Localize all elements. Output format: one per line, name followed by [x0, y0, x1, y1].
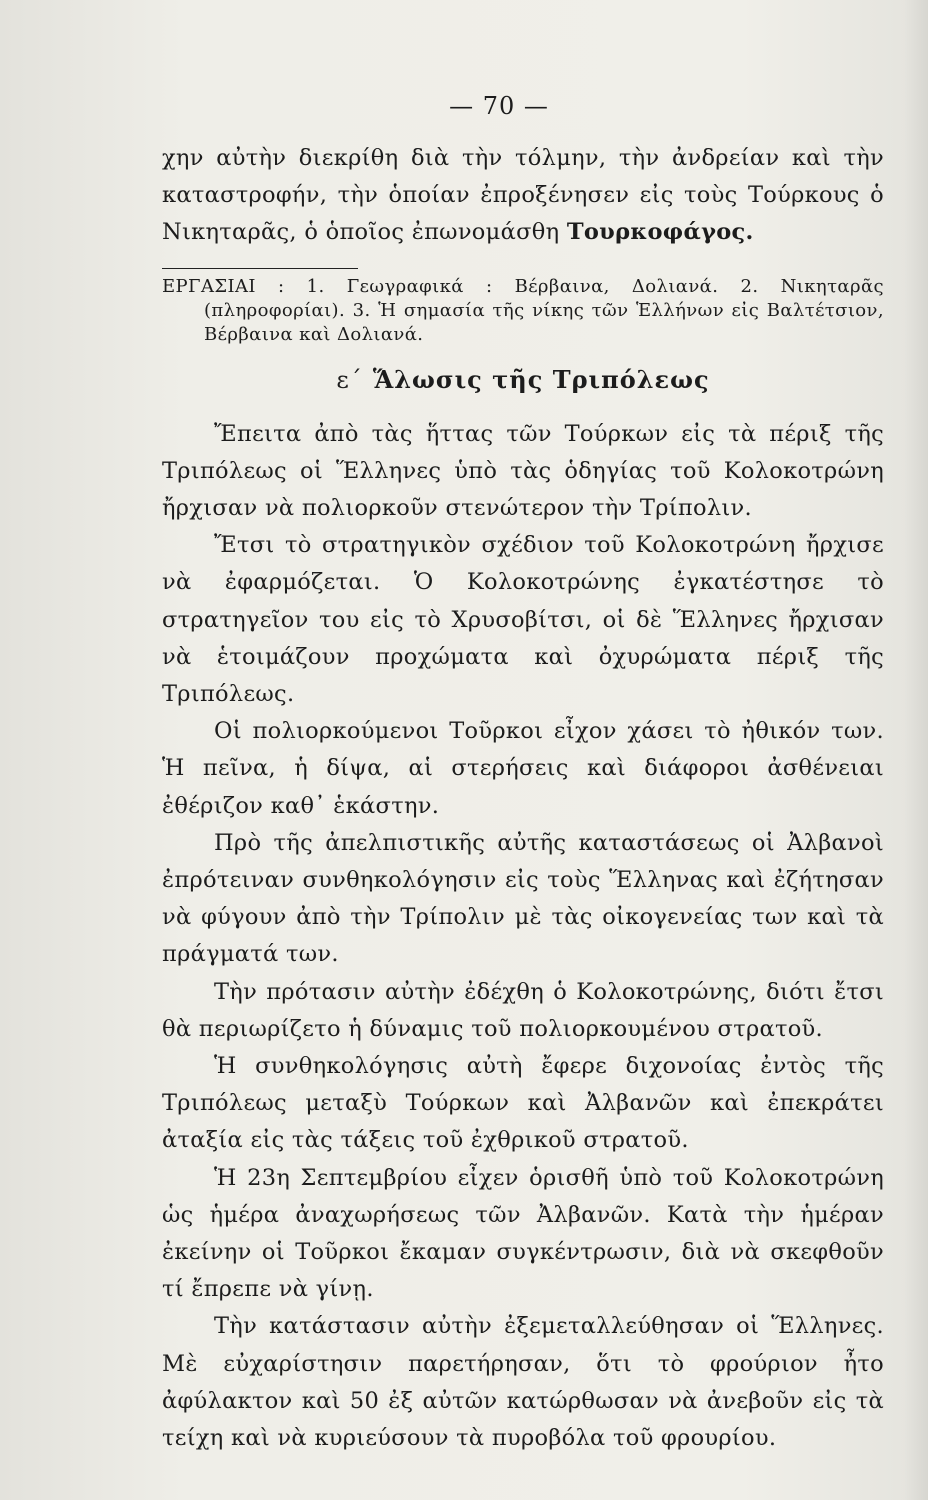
paragraph-5: Τὴν πρότασιν αὐτὴν ἐδέχθη ὁ Κολοκοτρώνης, διότι ἔτσι θὰ περιωρίζετο ἡ δύναμις τοῦ πολιορκουμένου στρατοῦ. [162, 978, 884, 1042]
paragraph-7: Ἡ 23η Σεπτεμβρίου εἶχεν ὁρισθῆ ὑπὸ τοῦ Κολοκοτρώνη ὡς ἡμέρα ἀναχωρήσεως τῶν Ἀλβανῶν. Κατὰ τὴν ἡμέραν ἐκείνην οἱ Τοῦρκοι ἔκαμαν συγκέντρωσιν, διὰ νὰ σκεφθοῦν τί ἔπρεπε νὰ γίνῃ. [162, 1164, 884, 1303]
section-number: ε΄ [336, 365, 363, 394]
paragraph-4: Πρὸ τῆς ἀπελπιστικῆς αὐτῆς καταστάσεως οἱ Ἀλβανοὶ ἐπρότειναν συνθηκολόγησιν εἰς τοὺς Ἕλληνας καὶ ἐζήτησαν νὰ φύγουν ἀπὸ τὴν Τρίπολιν μὲ τὰς οἰκογενείας των καὶ τὰ πράγματά των. [162, 829, 884, 968]
paragraph-1: Ἔπειτα ἀπὸ τὰς ἥττας τῶν Τούρκων εἰς τὰ πέριξ τῆς Τριπόλεως οἱ Ἕλληνες ὑπὸ τὰς ὁδηγίας τοῦ Κολοκοτρώνη ἤρχισαν νὰ πολιορκοῦν στενώτερον τὴν Τρίπολιν. [162, 420, 884, 522]
continued-paragraph [162, 140, 884, 252]
paragraph-8: Τὴν κατάστασιν αὐτὴν ἐξεμεταλλεύθησαν οἱ Ἕλληνες. Μὲ εὐχαρίστησιν παρετήρησαν, ὅτι τὸ φρούριον ἦτο ἀφύλακτον καὶ 50 ἐξ αὐτῶν κατώρθωσαν νὰ ἀνεβοῦν εἰς τὰ τείχη καὶ νὰ κυριεύσουν τὰ πυροβόλα τοῦ φρουρίου. [162, 1313, 884, 1452]
exercises-note: ΕΡΓΑΣΙΑΙ : 1. Γεωγραφικά : Βέρβαινα, Δολιανά. 2. Νικηταρᾶς (πληροφορίαι). 3. Ἡ σημασία τῆς νίκης τῶν Ἑλλήνων εἰς Βαλτέτσιον, Βέρβαινα καὶ Δολιανά. [162, 275, 884, 345]
footnote-rule [162, 268, 358, 269]
paragraph-3: Οἱ πολιορκούμενοι Τοῦρκοι εἶχον χάσει τὸ ἠθικόν των. Ἡ πεῖνα, ἡ δίψα, αἱ στερήσεις καὶ διάφοροι ἀσθένειαι ἐθέριζον καθ᾽ ἑκάστην. [162, 718, 884, 819]
page-edge-shadow [904, 0, 928, 1500]
paragraph-6: Ἡ συνθηκολόγησις αὐτὴ ἔφερε διχονοίας ἐντὸς τῆς Τριπόλεως μεταξὺ Τούρκων καὶ Ἀλβανῶν καὶ ἐπεκράτει ἀταξία εἰς τὰς τάξεις τοῦ ἐχθρικοῦ στρατοῦ. [162, 1053, 884, 1154]
section-heading [162, 365, 884, 394]
nickname-bold: Τουρκοφάγος. [566, 219, 754, 246]
continued-text: χην αὐτὴν διεκρίθη διὰ τὴν τόλμην, τὴν ἀνδρείαν καὶ τὴν καταστροφήν, τὴν ὁποίαν ἐπροξένησεν εἰς τοὺς Τούρκους ὁ Νικηταρᾶς, ὁ ὁποῖος ἐπωνομάσθη [162, 145, 884, 246]
paragraph-2: Ἔτσι τὸ στρατηγικὸν σχέδιον τοῦ Κολοκοτρώνη ἤρχισε νὰ ἐφαρμόζεται. Ὁ Κολοκοτρώνης ἐγκατέστησε τὸ στρατηγεῖον του εἰς τὸ Χρυσοβίτσι, οἱ δὲ Ἕλληνες ἤρχισαν νὰ ἑτοιμάζουν προχώματα καὶ ὀχυρώματα πέριξ τῆς Τριπόλεως. [162, 532, 884, 708]
page-number: — 70 — [449, 92, 549, 120]
page-content [162, 140, 884, 1457]
section-title: Ἅλωσις τῆς Τριπόλεως [372, 364, 710, 394]
